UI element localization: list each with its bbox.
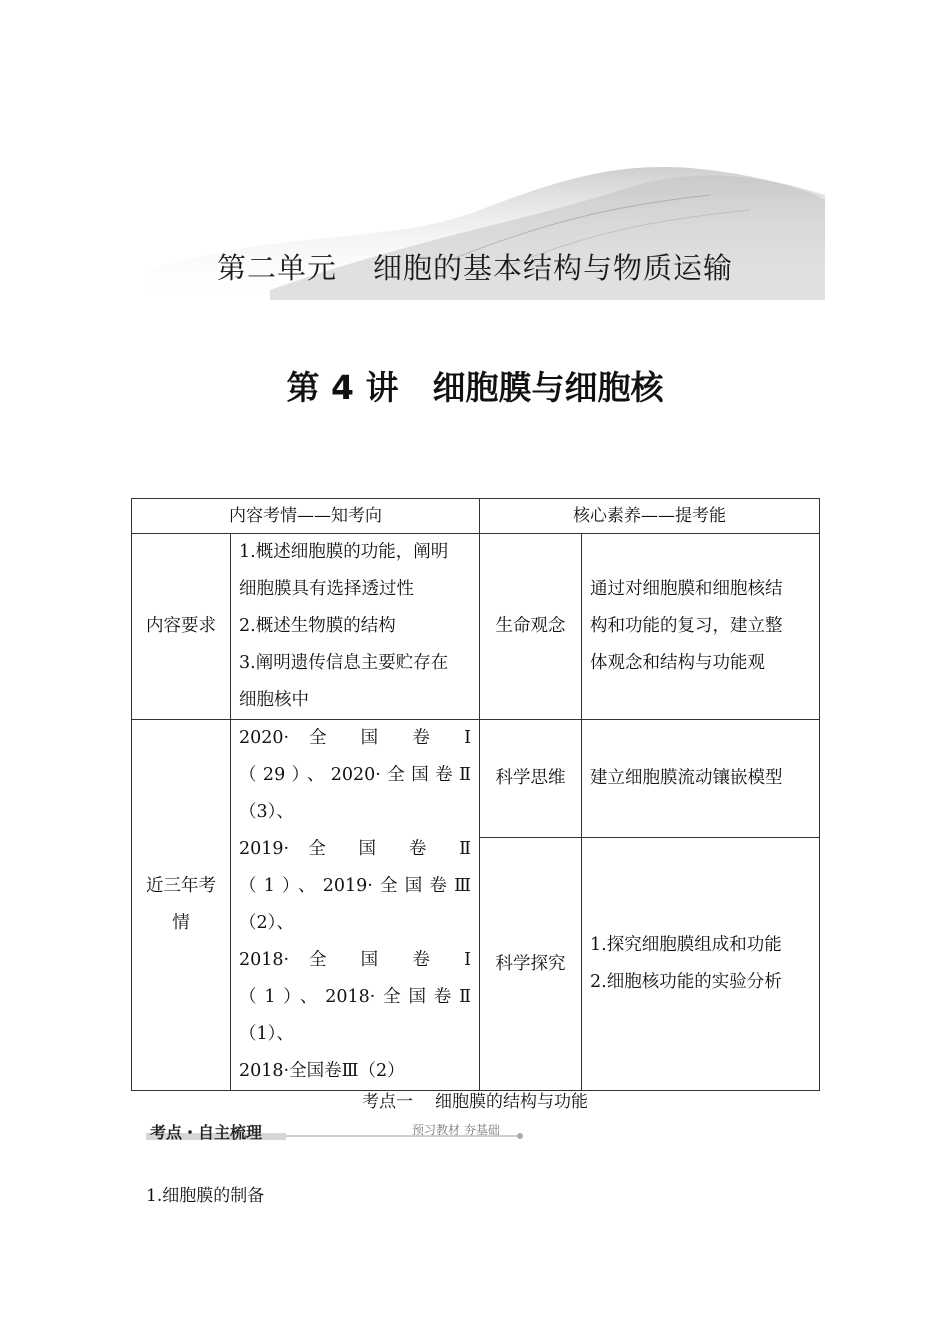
literacy-desc: [582, 838, 820, 1091]
exam-label-line: 情: [172, 913, 190, 933]
list-item: 2.概述生物膜的结构: [239, 616, 396, 636]
literacy-name: 科学探究: [480, 838, 582, 1091]
content-req-cell: [231, 534, 480, 720]
exam-line: （1）、2019·全国卷Ⅲ: [239, 876, 471, 896]
header-right: 核心素养——提考能: [480, 499, 820, 534]
table-header-row: [132, 499, 820, 534]
exam-label: [132, 720, 231, 1091]
exam-label-line: 近三年考: [146, 876, 216, 896]
exam-line: （1）、: [239, 1024, 294, 1044]
kaodian-title: [0, 1087, 950, 1112]
list-item: 1.概述细胞膜的功能，阐明: [239, 542, 449, 562]
exam-line: 2019· 全 国 卷 Ⅱ: [239, 839, 471, 859]
desc-line: 1.探究细胞膜组成和功能: [590, 935, 782, 956]
list-item: 细胞膜具有选择透过性: [239, 579, 414, 599]
lecture-name: 细胞膜与细胞核: [432, 368, 664, 407]
exam-line: （3）、: [239, 802, 294, 822]
exam-line: （2）、: [239, 913, 294, 933]
list-item: 3.阐明遗传信息主要贮存在: [239, 653, 449, 673]
exam-line: 2020· 全 国 卷 Ⅰ: [239, 728, 471, 748]
exam-line: （29）、2020·全国卷Ⅱ: [239, 765, 471, 785]
unit-title: [0, 246, 950, 287]
unit-label: 第二单元: [216, 251, 337, 285]
content-req-label: 内容要求: [132, 534, 231, 720]
body-heading: 1.细胞膜的制备: [146, 1186, 265, 1206]
lecture-title: [0, 362, 950, 409]
unit-name: 细胞的基本结构与物质运输: [373, 251, 734, 285]
desc-line: 通过对细胞膜和细胞核结: [590, 579, 783, 599]
section-label: 考点・自主梳理: [150, 1123, 263, 1142]
syllabus-table: [131, 498, 820, 1091]
literacy-name: 科学思维: [480, 720, 582, 838]
table-row: [132, 534, 820, 720]
section-sub: 预习教材 夯基础: [412, 1123, 500, 1137]
literacy-desc: [582, 534, 820, 720]
list-item: 细胞核中: [239, 690, 309, 710]
exam-line: 2018·全国卷Ⅲ（2）: [239, 1061, 405, 1081]
literacy-desc: [582, 720, 820, 838]
table-row: [132, 720, 820, 838]
literacy-name: 生命观念: [480, 534, 582, 720]
desc-line: 2.细胞核功能的实验分析: [590, 972, 782, 993]
header-left: 内容考情——知考向: [132, 499, 480, 534]
exam-line: 2018· 全 国 卷 Ⅰ: [239, 950, 471, 970]
lecture-label: 第 4 讲: [286, 368, 399, 407]
exam-cell: [231, 720, 480, 1091]
desc-line: 建立细胞膜流动镶嵌模型: [590, 768, 783, 789]
kaodian-name: 细胞膜的结构与功能: [435, 1092, 588, 1112]
desc-line: 体观念和结构与功能观: [590, 653, 765, 673]
exam-line: （1）、2018·全国卷Ⅱ: [239, 987, 471, 1007]
kaodian-label: 考点一: [362, 1092, 413, 1112]
desc-line: 构和功能的复习，建立整: [590, 616, 783, 636]
